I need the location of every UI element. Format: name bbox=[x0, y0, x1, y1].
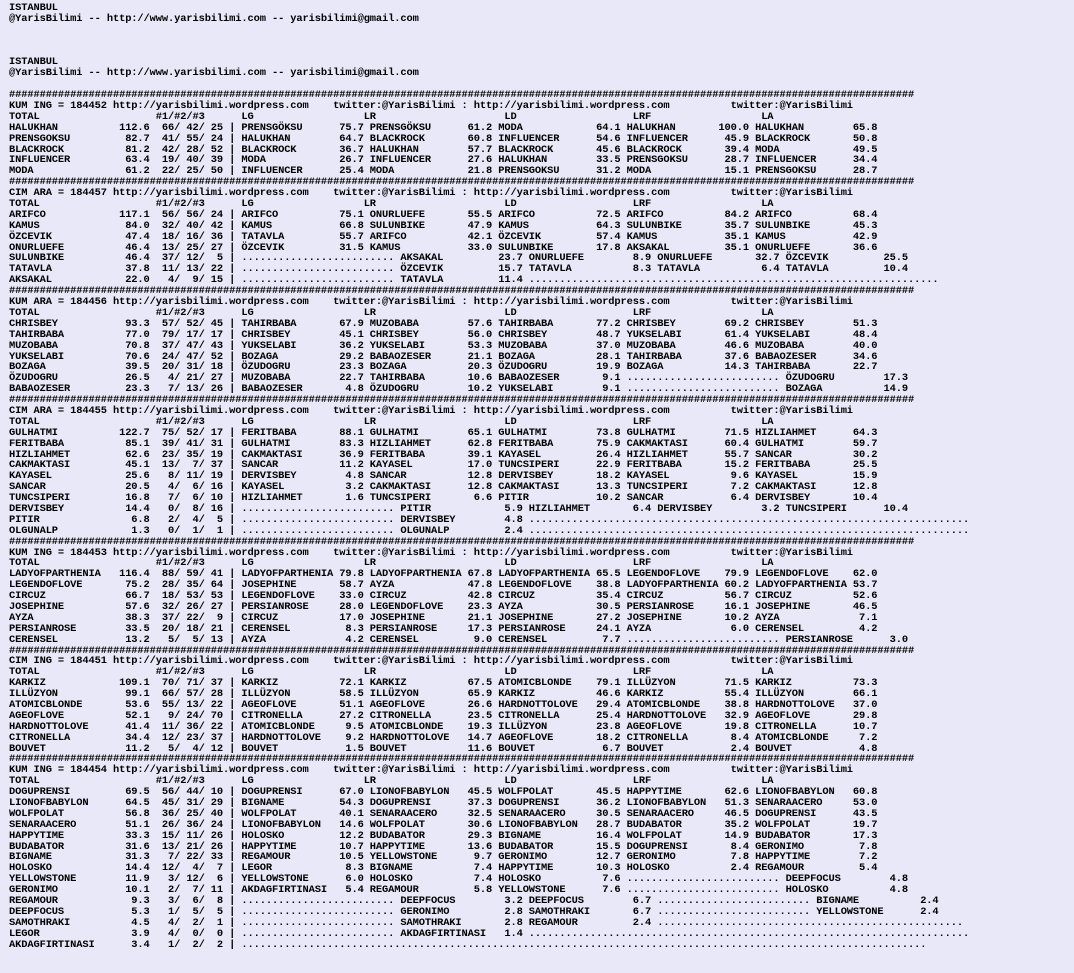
column-header: TOTAL #1/#2/#3 LG LR LD LRF LA bbox=[9, 557, 774, 570]
table-row: MODA 61.2 22/ 25/ 50 | INFLUENCER 25.4 MODA 21.8 PRENSGOKSU 31.2 MODA 15.1 PRENSGOKSU 28.7 bbox=[9, 165, 878, 178]
table-row: SULUNBIKE 46.4 37/ 12/ 5 | ......................... AKSAKAL 23.7 ONURLUEFE 8.9 ONURLUEFE 32.7 ÖZCEVIK 25.5 bbox=[9, 252, 908, 265]
race-title: KUM ARA = 184456 http://yarisbilimi.wordpress.com twitter:@YarisBilimi : http://yarisbilimi.wordpress.com twitter:@YarisBilimi bbox=[9, 296, 853, 309]
separator-line: #################################################################################################################################################### bbox=[9, 394, 915, 407]
table-row: ONURLUEFE 46.4 13/ 25/ 27 | ÖZCEVIK 31.5 KAMUS 33.0 SULUNBIKE 17.8 AKSAKAL 35.1 ONURLUEFE 36.6 bbox=[9, 241, 878, 254]
table-row: OLGUNALP 1.3 0/ 1/ 1 | ......................... OLGUNALP 2.4 ........................................................................ bbox=[9, 524, 970, 537]
header-line: ISTANBUL bbox=[9, 56, 58, 69]
table-row: ÖZUDOGRU 26.5 4/ 21/ 27 | MUZOBABA 22.7 TAHIRBABA 10.6 BABAOZESER 9.1 ......................... ÖZUDOGRU 17.3 bbox=[9, 372, 908, 385]
table-row: AGEOFLOVE 52.1 9/ 24/ 70 | CITRONELLA 27.2 CITRONELLA 23.5 CITRONELLA 25.4 HARDNOTTOLOVE 32.9 AGEOFLOVE 29.8 bbox=[9, 709, 878, 722]
table-row: KAYASEL 25.6 8/ 11/ 19 | DERVISBEY 4.8 SANCAR 12.8 DERVISBEY 18.2 KAYASEL 9.6 KAYASEL 15.9 bbox=[9, 470, 878, 483]
table-row: CIRCUZ 66.7 18/ 53/ 53 | LEGENDOFLOVE 33.0 CIRCUZ 42.8 CIRCUZ 35.4 CIRCUZ 56.7 CIRCUZ 52.6 bbox=[9, 590, 878, 603]
separator-line: #################################################################################################################################################### bbox=[9, 535, 915, 548]
table-row: TATAVLA 37.8 11/ 13/ 22 | ......................... ÖZCEVIK 15.7 TATAVLA 8.3 TATAVLA 6.4 TATAVLA 10.4 bbox=[9, 263, 908, 276]
table-row: HAPPYTIME 33.3 15/ 11/ 26 | HOLOSKO 12.2 BUDABATOR 29.3 BIGNAME 16.4 WOLFPOLAT 14.9 BUDABATOR 17.3 bbox=[9, 829, 878, 842]
table-row: KAMUS 84.0 32/ 40/ 42 | KAMUS 66.8 SULUNBIKE 47.9 KAMUS 64.3 SULUNBIKE 35.7 SULUNBIKE 45.3 bbox=[9, 219, 878, 232]
table-row: YUKSELABI 70.6 24/ 47/ 52 | BOZAGA 29.2 BABAOZESER 21.1 BOZAGA 28.1 TAHIRBABA 37.6 BABAOZESER 34.6 bbox=[9, 350, 878, 363]
header-line: @YarisBilimi -- http://www.yarisbilimi.com -- yarisbilimi@gmail.com bbox=[9, 67, 419, 80]
table-row: BOUVET 11.2 5/ 4/ 12 | BOUVET 1.5 BOUVET 11.6 BOUVET 6.7 BOUVET 2.4 BOUVET 4.8 bbox=[9, 742, 878, 755]
race-title: KUM ING = 184452 http://yarisbilimi.wordpress.com twitter:@YarisBilimi : http://yarisbilimi.wordpress.com twitter:@YarisBilimi bbox=[9, 100, 853, 113]
table-row: CHRISBEY 93.3 57/ 52/ 45 | TAHIRBABA 67.9 MUZOBABA 57.6 TAHIRBABA 77.2 CHRISBEY 69.2 CHRISBEY 51.3 bbox=[9, 317, 878, 330]
separator-line: #################################################################################################################################################### bbox=[9, 89, 915, 102]
race-title: CIM ARA = 184457 http://yarisbilimi.wordpress.com twitter:@YarisBilimi : http://yarisbilimi.wordpress.com twitter:@YarisBilimi bbox=[9, 187, 853, 200]
table-row: ARIFCO 117.1 56/ 56/ 24 | ARIFCO 75.1 ONURLUEFE 55.5 ARIFCO 72.5 ARIFCO 84.2 ARIFCO 68.4 bbox=[9, 208, 878, 221]
table-row: SENARAACERO 51.1 26/ 36/ 24 | LIONOFBABYLON 14.6 WOLFPOLAT 30.6 LIONOFBABYLON 28.7 BUDABATOR 35.2 WOLFPOLAT 19.7 bbox=[9, 818, 878, 831]
table-row: SANCAR 20.5 4/ 6/ 16 | KAYASEL 3.2 CAKMAKTASI 12.8 CAKMAKTASI 13.3 TUNCSIPERI 7.2 CAKMAKTASI 12.8 bbox=[9, 481, 878, 494]
table-row: LADYOFPARTHENIA 116.4 88/ 59/ 41 | LADYOFPARTHENIA 79.8 LADYOFPARTHENIA 67.8 LADYOFPARTHENIA 65.5 LEGENDOFLOVE 79.9 LEGENDOFLOVE 62.0 bbox=[9, 568, 878, 581]
race-title: KUM ING = 184454 http://yarisbilimi.wordpress.com twitter:@YarisBilimi : http://yarisbilimi.wordpress.com twitter:@YarisBilimi bbox=[9, 764, 853, 777]
table-row: DOGUPRENSI 69.5 56/ 44/ 10 | DOGUPRENSI 67.0 LIONOFBABYLON 45.5 WOLFPOLAT 45.5 HAPPYTIME 62.6 LIONOFBABYLON 60.8 bbox=[9, 786, 878, 799]
table-row: HARDNOTTOLOVE 41.4 11/ 36/ 22 | ATOMICBLONDE 9.5 ATOMICBLONDE 19.3 ILLÜZYON 23.8 AGEOFLOVE 19.8 CITRONELLA 10.7 bbox=[9, 720, 878, 733]
column-header: TOTAL #1/#2/#3 LG LR LD LRF LA bbox=[9, 666, 774, 679]
table-row: HALUKHAN 112.6 66/ 42/ 25 | PRENSGÖKSU 75.7 PRENSGÖKSU 61.2 MODA 64.1 HALUKHAN 100.0 HALUKHAN 65.8 bbox=[9, 121, 878, 134]
table-row: AKDAGFIRTINASI 3.4 1/ 2/ 2 | ................................................................................................................ bbox=[9, 938, 927, 951]
table-row: LEGENDOFLOVE 75.2 28/ 35/ 64 | JOSEPHINE 58.7 AYZA 47.8 LEGENDOFLOVE 38.8 LADYOFPARTHENIA 60.2 LADYOFPARTHENIA 53.7 bbox=[9, 579, 878, 592]
column-header: TOTAL #1/#2/#3 LG LR LD LRF LA bbox=[9, 306, 774, 319]
table-row: ILLÜZYON 99.1 66/ 57/ 28 | ILLÜZYON 58.5 ILLÜZYON 65.9 KARKIZ 46.6 KARKIZ 55.4 ILLÜZYON 66.1 bbox=[9, 688, 878, 701]
race-title: CIM ARA = 184455 http://yarisbilimi.wordpress.com twitter:@YarisBilimi : http://yarisbilimi.wordpress.com twitter:@YarisBilimi bbox=[9, 404, 853, 417]
table-row: DEEPFOCUS 5.3 1/ 5/ 5 | ......................... GERONIMO 2.8 SAMOTHRAKI 6.7 ......................... YELLOWSTONE 2.4 bbox=[9, 905, 939, 918]
table-row: ATOMICBLONDE 53.6 55/ 13/ 22 | AGEOFLOVE 51.1 AGEOFLOVE 26.6 HARDNOTTOLOVE 29.4 ATOMICBLONDE 38.8 HARDNOTTOLOVE 37.0 bbox=[9, 699, 878, 711]
table-row: AKSAKAL 22.0 4/ 9/ 15 | ......................... TATAVLA 11.4 ................................................................... bbox=[9, 274, 939, 287]
table-row: REGAMOUR 9.3 3/ 6/ 8 | ......................... DEEPFOCUS 3.2 DEEPFOCUS 6.7 ......................... BIGNAME 2.4 bbox=[9, 895, 939, 908]
race-title: CIM ING = 184451 http://yarisbilimi.wordpress.com twitter:@YarisBilimi : http://yarisbilimi.wordpress.com twitter:@YarisBilimi bbox=[9, 655, 853, 668]
header-line bbox=[9, 36, 969, 47]
separator-line: #################################################################################################################################################### bbox=[9, 644, 915, 657]
table-row: CERENSEL 13.2 5/ 5/ 13 | AYZA 4.2 CERENSEL 9.0 CERENSEL 7.7 ......................... PERSIANROSE 3.0 bbox=[9, 633, 908, 646]
table-row: JOSEPHINE 57.6 32/ 26/ 27 | PERSIANROSE 28.0 LEGENDOFLOVE 23.3 AYZA 30.5 PERSIANROSE 16.1 JOSEPHINE 46.5 bbox=[9, 600, 878, 613]
race-title: KUM ING = 184453 http://yarisbilimi.wordpress.com twitter:@YarisBilimi : http://yarisbilimi.wordpress.com twitter:@YarisBilimi bbox=[9, 546, 853, 559]
table-row: WOLFPOLAT 56.8 36/ 25/ 40 | WOLFPOLAT 40.1 SENARAACERO 32.5 SENARAACERO 30.5 SENARAACERO 46.5 DOGUPRENSI 43.5 bbox=[9, 807, 878, 820]
table-row: LEGOR 3.9 4/ 0/ 0 | ......................... AKDAGFIRTINASI 1.4 ........................................................................ bbox=[9, 927, 970, 940]
table-row: FERITBABA 85.1 39/ 41/ 31 | GULHATMI 83.3 HIZLIAHMET 62.8 FERITBABA 75.9 CAKMAKTASI 60.4 GULHATMI 59.7 bbox=[9, 437, 878, 450]
table-row: ÖZCEVIK 47.4 18/ 16/ 36 | TATAVLA 55.7 ARIFCO 42.1 ÖZCEVIK 57.4 KAMUS 35.1 KAMUS 42.9 bbox=[9, 230, 878, 243]
separator-line: #################################################################################################################################################### bbox=[9, 753, 915, 766]
table-row: BIGNAME 31.3 7/ 22/ 33 | REGAMOUR 10.5 YELLOWSTONE 9.7 GERONIMO 12.7 GERONIMO 7.8 HAPPYTIME 7.2 bbox=[9, 851, 878, 864]
table-row: KARKIZ 109.1 70/ 71/ 37 | KARKIZ 72.1 KARKIZ 67.5 ATOMICBLONDE 79.1 ILLÜZYON 71.5 KARKIZ 73.3 bbox=[9, 677, 878, 690]
table-row: CAKMAKTASI 45.1 13/ 7/ 37 | SANCAR 11.2 KAYASEL 17.0 TUNCSIPERI 22.9 FERITBABA 15.2 FERITBABA 25.5 bbox=[9, 459, 878, 472]
table-row: BOZAGA 39.5 20/ 31/ 18 | ÖZUDOGRU 23.3 BOZAGA 20.3 ÖZUDOGRU 19.9 BOZAGA 14.3 TAHIRBABA 22.7 bbox=[9, 361, 878, 374]
column-header: TOTAL #1/#2/#3 LG LR LD LRF LA bbox=[9, 775, 774, 788]
column-header: TOTAL #1/#2/#3 LG LR LD LRF LA bbox=[9, 415, 774, 428]
table-row: YELLOWSTONE 11.9 3/ 12/ 6 | YELLOWSTONE 6.0 HOLOSKO 7.4 HOLOSKO 7.6 ......................... DEEPFOCUS 4.8 bbox=[9, 873, 908, 886]
table-row: TUNCSIPERI 16.8 7/ 6/ 10 | HIZLIAHMET 1.6 TUNCSIPERI 6.6 PITIR 10.2 SANCAR 6.4 DERVISBEY 10.4 bbox=[9, 492, 878, 505]
race-report-document bbox=[9, 3, 969, 950]
table-row: GULHATMI 122.7 75/ 52/ 17 | FERITBABA 88.1 GULHATMI 65.1 GULHATMI 73.8 GULHATMI 71.5 HIZLIAHMET 64.3 bbox=[9, 426, 878, 439]
table-row: BUDABATOR 31.6 13/ 21/ 26 | HAPPYTIME 10.7 HAPPYTIME 13.6 BUDABATOR 15.5 DOGUPRENSI 8.4 GERONIMO 7.8 bbox=[9, 840, 878, 853]
table-row: DERVISBEY 14.4 0/ 8/ 16 | ......................... PITIR 5.9 HIZLIAHMET 6.4 DERVISBEY 3.2 TUNCSIPERI 10.4 bbox=[9, 502, 908, 515]
table-row: CITRONELLA 34.4 12/ 23/ 37 | HARDNOTTOLOVE 9.2 HARDNOTTOLOVE 14.7 AGEOFLOVE 18.2 CITRONELLA 8.4 ATOMICBLONDE 7.2 bbox=[9, 731, 878, 744]
table-row: BABAOZESER 23.3 7/ 13/ 26 | BABAOZESER 4.8 ÖZUDOGRU 10.2 YUKSELABI 9.1 ......................... BOZAGA 14.9 bbox=[9, 383, 908, 396]
table-row: PERSIANROSE 33.5 20/ 18/ 21 | CERENSEL 8.3 PERSIANROSE 17.3 PERSIANROSE 24.1 AYZA 6.0 CERENSEL 4.2 bbox=[9, 622, 878, 635]
table-row: INFLUENCER 63.4 19/ 40/ 39 | MODA 26.7 INFLUENCER 27.6 HALUKHAN 33.5 PRENSGOKSU 28.7 INFLUENCER 34.4 bbox=[9, 154, 878, 167]
table-row: PRENSGOKSU 82.7 41/ 55/ 24 | HALUKHAN 64.7 BLACKROCK 60.8 INFLUENCER 54.6 INFLUENCER 45.9 BLACKROCK 50.8 bbox=[9, 132, 878, 145]
table-row: PITIR 6.8 2/ 4/ 5 | ......................... DERVISBEY 4.8 ........................................................................ bbox=[9, 513, 970, 526]
table-row: LIONOFBABYLON 64.5 45/ 31/ 29 | BIGNAME 54.3 DOGUPRENSI 37.3 DOGUPRENSI 36.2 LIONOFBABYLON 51.3 SENARAACERO 53.0 bbox=[9, 797, 878, 810]
table-row: GERONIMO 10.1 2/ 7/ 11 | AKDAGFIRTINASI 5.4 REGAMOUR 5.8 YELLOWSTONE 7.6 ......................... HOLOSKO 4.8 bbox=[9, 884, 908, 897]
table-row: AYZA 38.3 37/ 22/ 9 | CIRCUZ 17.0 JOSEPHINE 21.1 JOSEPHINE 27.2 JOSEPHINE 10.2 AYZA 7.1 bbox=[9, 611, 878, 624]
header-line: ISTANBUL bbox=[9, 2, 58, 14]
table-row: BLACKROCK 81.2 42/ 28/ 52 | BLACKROCK 36.7 HALUKHAN 57.7 BLACKROCK 45.6 BLACKROCK 39.4 MODA 49.5 bbox=[9, 143, 878, 156]
table-row: MUZOBABA 70.8 37/ 47/ 43 | YUKSELABI 36.2 YUKSELABI 53.3 MUZOBABA 37.0 MUZOBABA 46.6 MUZOBABA 40.0 bbox=[9, 339, 878, 352]
column-header: TOTAL #1/#2/#3 LG LR LD LRF LA bbox=[9, 198, 774, 211]
column-header: TOTAL #1/#2/#3 LG LR LD LRF LA bbox=[9, 110, 774, 123]
table-row: SAMOTHRAKI 4.5 4/ 2/ 1 | ......................... SAMOTHRAKI 2.8 REGAMOUR 2.4 .................................................. bbox=[9, 916, 964, 929]
header-line bbox=[9, 25, 969, 36]
separator-line: #################################################################################################################################################### bbox=[9, 176, 915, 189]
header-line bbox=[9, 47, 969, 58]
header-line: @YarisBilimi -- http://www.yarisbilimi.com -- yarisbilimi@gmail.com bbox=[9, 12, 419, 25]
table-row: HOLOSKO 14.4 12/ 4/ 7 | LEGOR 8.3 BIGNAME 7.4 HAPPYTIME 10.3 HOLOSKO 2.4 REGAMOUR 5.4 bbox=[9, 862, 878, 875]
table-row: TAHIRBABA 77.0 79/ 17/ 17 | CHRISBEY 45.1 CHRISBEY 56.0 CHRISBEY 48.7 YUKSELABI 61.4 YUKSELABI 48.4 bbox=[9, 328, 878, 341]
separator-line: #################################################################################################################################################### bbox=[9, 285, 915, 298]
table-row: HIZLIAHMET 62.6 23/ 35/ 19 | CAKMAKTASI 36.9 FERITBABA 39.1 KAYASEL 26.4 HIZLIAHMET 55.7 SANCAR 30.2 bbox=[9, 448, 878, 461]
